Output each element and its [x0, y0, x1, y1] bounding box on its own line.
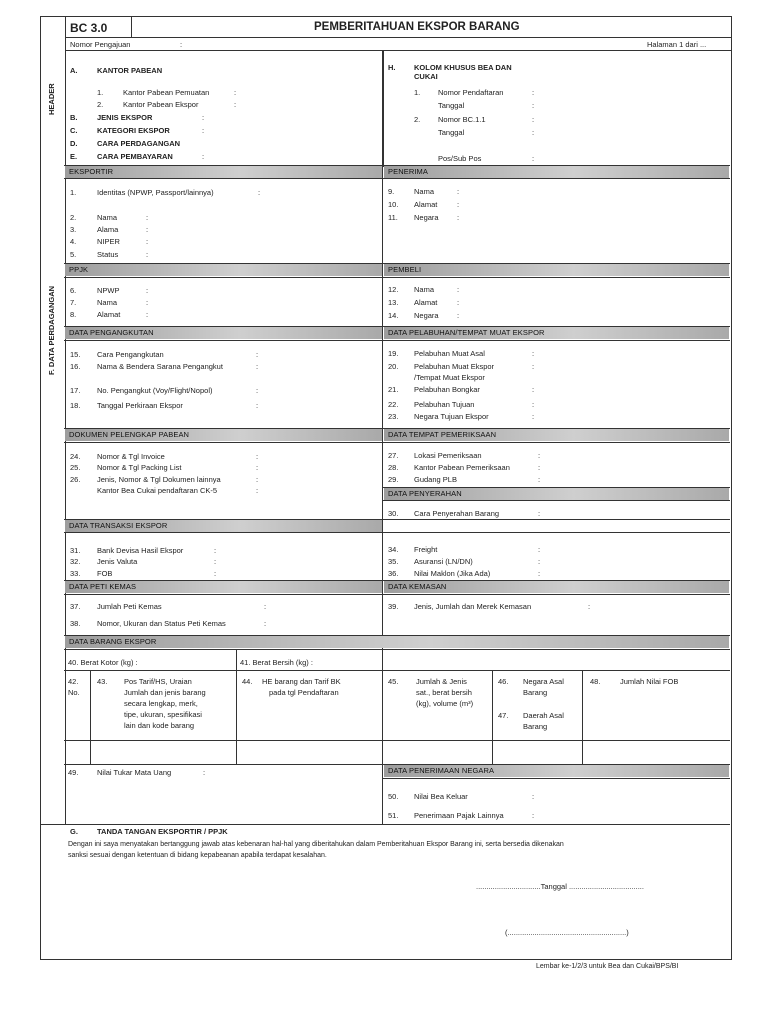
penyerahan-band: DATA PENYERAHAN — [384, 488, 729, 500]
colon: : — [258, 188, 261, 197]
colon: : — [146, 250, 149, 259]
item-number: 1. — [97, 88, 104, 97]
item-number: 27. — [388, 451, 399, 460]
jumlah-jenis-line: (kg), volume (m³) — [416, 699, 474, 708]
barang-band: DATA BARANG EKSPOR — [65, 636, 729, 648]
colon: : — [532, 412, 535, 421]
uraian-line: tipe, ukuran, spesifikasi — [124, 710, 202, 719]
colon: : — [457, 285, 460, 294]
jenis-ekspor-label: JENIS EKSPOR — [97, 113, 153, 122]
colon: : — [532, 792, 535, 801]
item-number: 32. — [70, 557, 81, 566]
footer-note: Lembar ke-1/2/3 untuk Bea dan Cukai/BPS/BI — [536, 963, 679, 970]
item-number: 7. — [70, 298, 77, 307]
item-letter: B. — [70, 113, 78, 122]
item-number: 13. — [388, 298, 399, 307]
no-label: No. — [68, 688, 80, 697]
item-number: 4. — [70, 237, 77, 246]
item-number: 14. — [388, 311, 399, 320]
item-number: 36. — [388, 569, 399, 578]
item-letter: E. — [70, 152, 78, 161]
invoice-label: Nomor & Tgl Invoice — [97, 452, 165, 461]
item-number: 42. — [68, 677, 79, 686]
statement-line-2: sanksi sesuai dengan ketentuan di bidang kepabeanan apabila terdapat kesalahan. — [68, 852, 327, 859]
item-number: 44. — [242, 677, 253, 686]
item-number: 23. — [388, 412, 399, 421]
nama-label: Nama — [414, 285, 435, 294]
colon: : — [202, 126, 205, 135]
pajak-lainnya-label: Penerimaan Pajak Lainnya — [414, 811, 504, 820]
colon: : — [457, 298, 460, 307]
alamat-label: Alamat — [414, 298, 438, 307]
item-number: 46. — [498, 677, 509, 686]
colon: : — [256, 401, 259, 410]
he-barang-line: pada tgl Pendaftaran — [269, 688, 339, 697]
item-number: 50. — [388, 792, 399, 801]
colon: : — [532, 811, 535, 820]
colon: : — [532, 128, 535, 137]
signature-date-line[interactable]: ...............................Tanggal .................................... — [476, 882, 644, 891]
colon: : — [202, 113, 205, 122]
item-number: 21. — [388, 385, 399, 394]
colon: : — [256, 362, 259, 371]
transaksi-band: DATA TRANSAKSI EKSPOR — [65, 520, 382, 532]
item-number: 10. — [388, 200, 399, 209]
uraian-line: secara lengkap, merk, — [124, 699, 198, 708]
item-number: 2. — [414, 115, 421, 124]
item-number: 34. — [388, 545, 399, 554]
uraian-line: lain dan kode barang — [124, 721, 195, 730]
niper-label: NIPER — [97, 237, 120, 246]
colon: : — [457, 187, 460, 196]
item-number: 3. — [70, 225, 77, 234]
colon: : — [234, 100, 237, 109]
page-indicator: Halaman 1 dari ... — [647, 40, 707, 49]
dokumen-lainnya-label: Jenis, Nomor & Tgl Dokumen lainnya — [97, 475, 221, 484]
item-number: 9. — [388, 187, 395, 196]
form-code: BC 3.0 — [70, 21, 108, 35]
status-label: Status — [97, 250, 119, 259]
colon: : — [264, 602, 267, 611]
colon: : — [146, 213, 149, 222]
colon: : — [532, 88, 535, 97]
section-a-title: KANTOR PABEAN — [97, 66, 163, 75]
item-number: 2. — [97, 100, 104, 109]
pos-tarif-label: Pos Tarif/HS, Uraian — [124, 677, 192, 686]
colon: : — [146, 225, 149, 234]
signature-title: TANDA TANGAN EKSPORTIR / PPJK — [97, 827, 228, 836]
colon: : — [214, 569, 217, 578]
kantor-ekspor-label: Kantor Pabean Ekspor — [123, 100, 199, 109]
colon: : — [532, 385, 535, 394]
colon: : — [538, 569, 541, 578]
cara-pengangkutan-label: Cara Pengangkutan — [97, 350, 164, 359]
colon: : — [538, 509, 541, 518]
item-number: 33. — [70, 569, 81, 578]
item-number: 31. — [70, 546, 81, 555]
section-g-letter: G. — [70, 827, 78, 836]
colon: : — [146, 286, 149, 295]
colon: : — [532, 400, 535, 409]
bank-devisa-label: Bank Devisa Hasil Ekspor — [97, 546, 184, 555]
side-label-data-perdagangan: F. DATA PERDAGANGAN — [47, 285, 56, 375]
item-number: 29. — [388, 475, 399, 484]
item-number: 6. — [70, 286, 77, 295]
item-number: 48. — [590, 677, 601, 686]
item-number: 19. — [388, 349, 399, 358]
section-h-letter: H. — [388, 63, 396, 72]
item-number: 25. — [70, 463, 81, 472]
item-number: 17. — [70, 386, 81, 395]
kantor-ck5-label: Kantor Bea Cukai pendaftaran CK-5 — [97, 486, 218, 495]
nilai-fob-label: Jumlah Nilai FOB — [620, 677, 679, 686]
colon: : — [538, 545, 541, 554]
colon: : — [214, 557, 217, 566]
jumlah-peti-kemas-label: Jumlah Peti Kemas — [97, 602, 162, 611]
kategori-ekspor-label: KATEGORI EKSPOR — [97, 126, 170, 135]
colon: : — [538, 463, 541, 472]
colon: : — [538, 451, 541, 460]
item-number: 1. — [70, 188, 77, 197]
item-number: 11. — [388, 213, 398, 222]
colon: : — [264, 619, 267, 628]
section-h-title: KOLOM KHUSUS BEA DAN CUKAI — [414, 63, 512, 81]
penerima-band: PENERIMA — [384, 166, 729, 178]
item-number: 15. — [70, 350, 81, 359]
pembeli-band: PEMBELI — [384, 264, 729, 276]
colon: : — [538, 475, 541, 484]
negara-label: Negara — [414, 213, 439, 222]
item-number: 38. — [70, 619, 81, 628]
cara-pembayaran-label: CARA PEMBAYARAN — [97, 152, 173, 161]
nama-label: Nama — [97, 298, 118, 307]
ppjk-band: PPJK — [65, 264, 382, 276]
tanggal-label: Tanggal — [438, 128, 465, 137]
kantor-pemeriksaan-label: Kantor Pabean Pemeriksaan — [414, 463, 510, 472]
colon: : — [532, 101, 535, 110]
colon: : — [256, 475, 259, 484]
pemeriksaan-band: DATA TEMPAT PEMERIKSAAN — [384, 429, 729, 441]
colon: : — [256, 386, 259, 395]
colon: : — [146, 310, 149, 319]
packing-list-label: Nomor & Tgl Packing List — [97, 463, 182, 472]
item-number: 5. — [70, 250, 77, 259]
colon: : — [146, 237, 149, 246]
signature-name-line[interactable]: (.........................................................) — [505, 928, 629, 937]
colon: : — [214, 546, 217, 555]
item-number: 26. — [70, 475, 81, 484]
peti-kemas-band: DATA PETI KEMAS — [65, 581, 382, 593]
cara-penyerahan-label: Cara Penyerahan Barang — [414, 509, 500, 518]
jumlah-jenis-line: sat., berat bersih — [416, 688, 472, 697]
tanggal-label: Tanggal — [438, 101, 465, 110]
tanggal-perkiraan-label: Tanggal Perkiraan Ekspor — [97, 401, 183, 410]
colon: : — [256, 350, 259, 359]
jenis-valuta-label: Jenis Valuta — [97, 557, 138, 566]
negara-label: Negara — [414, 311, 439, 320]
item-letter: D. — [70, 139, 78, 148]
eksportir-band: EKSPORTIR — [65, 166, 382, 178]
negara-tujuan-label: Negara Tujuan Ekspor — [414, 412, 489, 421]
negara-asal-label: Negara Asal — [523, 677, 564, 686]
pelabuhan-bongkar-label: Pelabuhan Bongkar — [414, 385, 480, 394]
nomor-pendaftaran-label: Nomor Pendaftaran — [438, 88, 504, 97]
colon: : — [457, 311, 460, 320]
statement-line-1: Dengan ini saya menyatakan bertanggung jawab atas kebenaran hal-hal yang diberitahukan dalam Pemberitahuan Ekspor Barang ini, serta bersedia dikenakan — [68, 841, 564, 848]
cara-perdagangan-label: CARA PERDAGANGAN — [97, 139, 181, 148]
pelabuhan-muat-asal-label: Pelabuhan Muat Asal — [414, 349, 485, 358]
alamat-label: Alama — [97, 225, 119, 234]
colon: : — [588, 602, 591, 611]
identitas-label: Identitas (NPWP, Passport/lainnya) — [97, 188, 214, 197]
kemasan-band: DATA KEMASAN — [384, 581, 729, 593]
colon: : — [203, 768, 206, 777]
colon: : — [532, 154, 535, 163]
item-number: 43. — [97, 677, 108, 686]
item-number: 51. — [388, 811, 399, 820]
jumlah-jenis-label: Jumlah & Jenis — [416, 677, 467, 686]
item-number: 49. — [68, 768, 79, 777]
section-a-letter: A. — [70, 66, 78, 75]
item-number: 22. — [388, 400, 399, 409]
gudang-plb-label: Gudang PLB — [414, 475, 457, 484]
nomor-ukuran-peti-label: Nomor, Ukuran dan Status Peti Kemas — [97, 619, 226, 628]
nilai-maklon-label: Nilai Maklon (Jika Ada) — [414, 569, 491, 578]
item-number: 39. — [388, 602, 399, 611]
freight-label: Freight — [414, 545, 438, 554]
colon: : — [202, 152, 205, 161]
colon: : — [256, 486, 259, 495]
jenis-jumlah-kemasan-label: Jenis, Jumlah dan Merek Kemasan — [414, 602, 532, 611]
berat-bersih-label: 41. Berat Bersih (kg) : — [240, 658, 313, 667]
alamat-label: Alamat — [97, 310, 121, 319]
form-title: PEMBERITAHUAN EKSPOR BARANG — [314, 21, 520, 33]
kantor-pemuatan-label: Kantor Pabean Pemuatan — [123, 88, 210, 97]
negara-asal-line: Barang — [523, 688, 548, 697]
colon: : — [532, 115, 535, 124]
lokasi-pemeriksaan-label: Lokasi Pemeriksaan — [414, 451, 482, 460]
item-number: 2. — [70, 213, 77, 222]
nomor-bc11-label: Nomor BC.1.1 — [438, 115, 486, 124]
bea-keluar-label: Nilai Bea Keluar — [414, 792, 468, 801]
nilai-tukar-label: Nilai Tukar Mata Uang — [97, 768, 172, 777]
item-number: 37. — [70, 602, 81, 611]
colon: : — [457, 213, 460, 222]
item-number: 18. — [70, 401, 81, 410]
colon: : — [234, 88, 237, 97]
item-number: 24. — [70, 452, 81, 461]
tempat-muat-ekspor-label: /Tempat Muat Ekspor — [414, 373, 485, 382]
item-number: 8. — [70, 310, 77, 319]
nama-label: Nama — [414, 187, 435, 196]
side-label-header: HEADER — [47, 83, 56, 115]
berat-kotor-label: 40. Berat Kotor (kg) : — [68, 658, 138, 667]
colon: : — [532, 349, 535, 358]
item-number: 45. — [388, 677, 399, 686]
no-pengangkut-label: No. Pengangkut (Voy/Flight/Nopol) — [97, 386, 213, 395]
colon: : — [532, 362, 535, 371]
colon: : — [538, 557, 541, 566]
pelabuhan-band: DATA PELABUHAN/TEMPAT MUAT EKSPOR — [384, 327, 729, 339]
pengangkutan-band: DATA PENGANGKUTAN — [65, 327, 382, 339]
fob-label: FOB — [97, 569, 113, 578]
colon: : — [457, 200, 460, 209]
daerah-asal-line: Barang — [523, 722, 548, 731]
item-number: 28. — [388, 463, 399, 472]
colon: : — [180, 40, 183, 49]
item-letter: C. — [70, 126, 78, 135]
alamat-label: Alamat — [414, 200, 438, 209]
colon: : — [256, 452, 259, 461]
nama-label: Nama — [97, 213, 118, 222]
sarana-pengangkut-label: Nama & Bendera Sarana Pengangkut — [97, 362, 223, 371]
colon: : — [256, 463, 259, 472]
asuransi-label: Asuransi (LN/DN) — [414, 557, 473, 566]
item-number: 16. — [70, 362, 81, 371]
npwp-label: NPWP — [97, 286, 120, 295]
item-number: 12. — [388, 285, 399, 294]
he-barang-label: HE barang dan Tarif BK — [262, 677, 341, 686]
nomor-pengajuan-label: Nomor Pengajuan — [70, 40, 131, 49]
item-number: 1. — [414, 88, 421, 97]
daerah-asal-label: Daerah Asal — [523, 711, 564, 720]
pelabuhan-muat-ekspor-label: Pelabuhan Muat Ekspor — [414, 362, 495, 371]
item-number: 20. — [388, 362, 399, 371]
penerimaan-negara-band: DATA PENERIMAAN NEGARA — [384, 765, 729, 777]
uraian-line: Jumlah dan jenis barang — [124, 688, 206, 697]
item-number: 30. — [388, 509, 399, 518]
item-number: 35. — [388, 557, 399, 566]
pelabuhan-tujuan-label: Pelabuhan Tujuan — [414, 400, 475, 409]
dokumen-band: DOKUMEN PELENGKAP PABEAN — [65, 429, 382, 441]
item-number: 47. — [498, 711, 509, 720]
pos-sub-pos-label: Pos/Sub Pos — [438, 154, 482, 163]
colon: : — [146, 298, 149, 307]
